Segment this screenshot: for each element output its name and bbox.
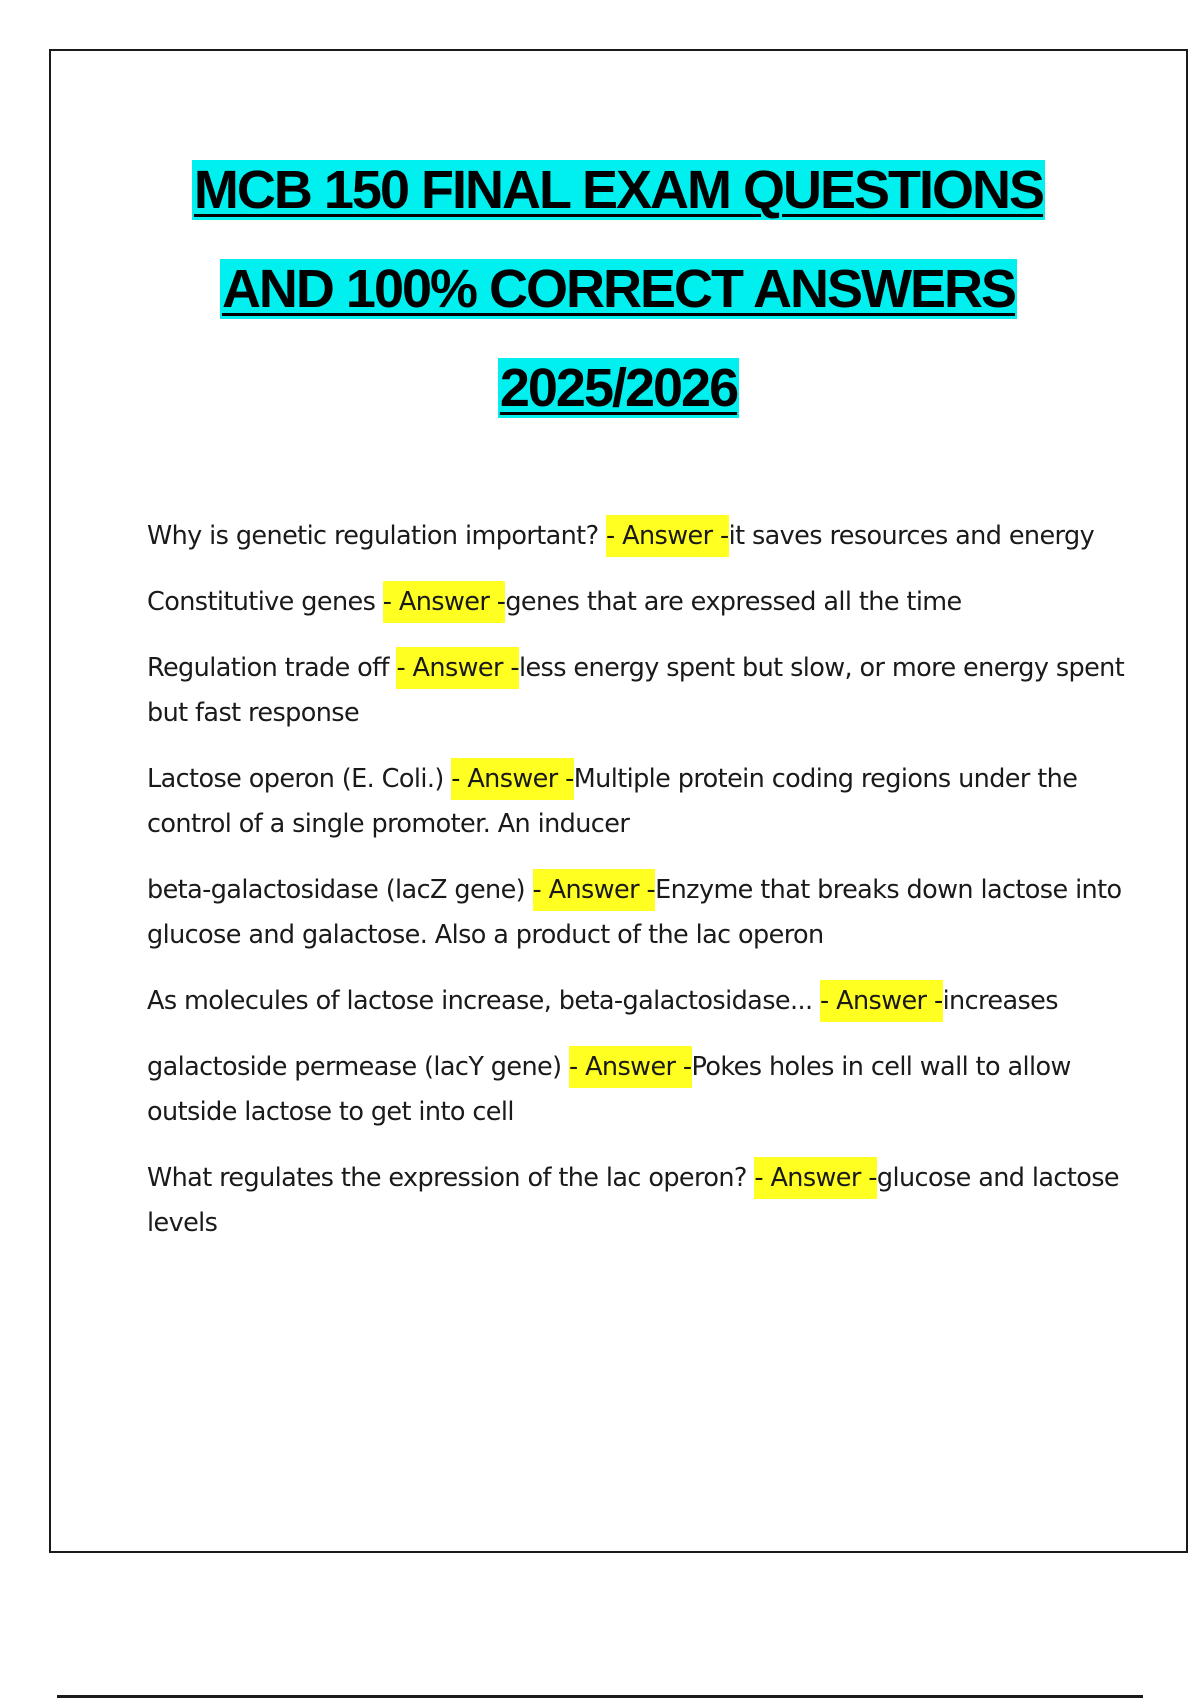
answer-tag: - Answer - [820, 980, 943, 1022]
qa-item [147, 868, 1137, 958]
question-text: beta-galactosidase (lacZ gene) [147, 875, 533, 905]
answer-text: it saves resources and energy [728, 521, 1095, 551]
question-text: As molecules of lactose increase, beta-galactosidase... [147, 986, 821, 1016]
answer-tag: - Answer - [396, 647, 519, 689]
qa-item [147, 646, 1137, 736]
qa-item [147, 1156, 1137, 1246]
question-text: Lactose operon (E. Coli.) [147, 764, 452, 794]
document-page [49, 49, 1188, 1553]
answer-tag: - Answer - [451, 758, 574, 800]
question-text: Constitutive genes [147, 587, 383, 617]
answer-tag: - Answer - [606, 515, 729, 557]
answer-tag: - Answer - [754, 1157, 877, 1199]
qa-item [147, 580, 1137, 625]
document-title [51, 141, 1186, 438]
answer-text: Enzyme that breaks down lactose into glucose and galactose. Also a product of the lac operon [147, 875, 1122, 950]
qa-item [147, 979, 1137, 1024]
answer-tag: - Answer - [533, 869, 656, 911]
answer-text: increases [942, 986, 1058, 1016]
qa-item [147, 1045, 1137, 1135]
question-text: galactoside permease (lacY gene) [147, 1052, 569, 1082]
answer-tag: - Answer - [569, 1046, 692, 1088]
answer-text: genes that are expressed all the time [505, 587, 962, 617]
title-line-2: AND 100% CORRECT ANSWERS [221, 259, 1016, 319]
answer-text: less energy spent but slow, or more energy spent but fast response [147, 653, 1125, 728]
question-text: Regulation trade off [147, 653, 397, 683]
answer-tag: - Answer - [383, 581, 506, 623]
question-text: What regulates the expression of the lac operon? [147, 1163, 755, 1193]
qa-list [147, 514, 1137, 1267]
bottom-divider [57, 1695, 1143, 1698]
answer-text: glucose and lactose levels [147, 1163, 1120, 1238]
question-text: Why is genetic regulation important? [147, 521, 607, 551]
title-line-1: MCB 150 FINAL EXAM QUESTIONS [193, 160, 1044, 220]
title-line-3: 2025/2026 [499, 358, 738, 418]
answer-text: Multiple protein coding regions under the control of a single promoter. An inducer [147, 764, 1078, 839]
answer-text: Pokes holes in cell wall to allow outside lactose to get into cell [147, 1052, 1071, 1127]
qa-item [147, 514, 1137, 559]
qa-item [147, 757, 1137, 847]
